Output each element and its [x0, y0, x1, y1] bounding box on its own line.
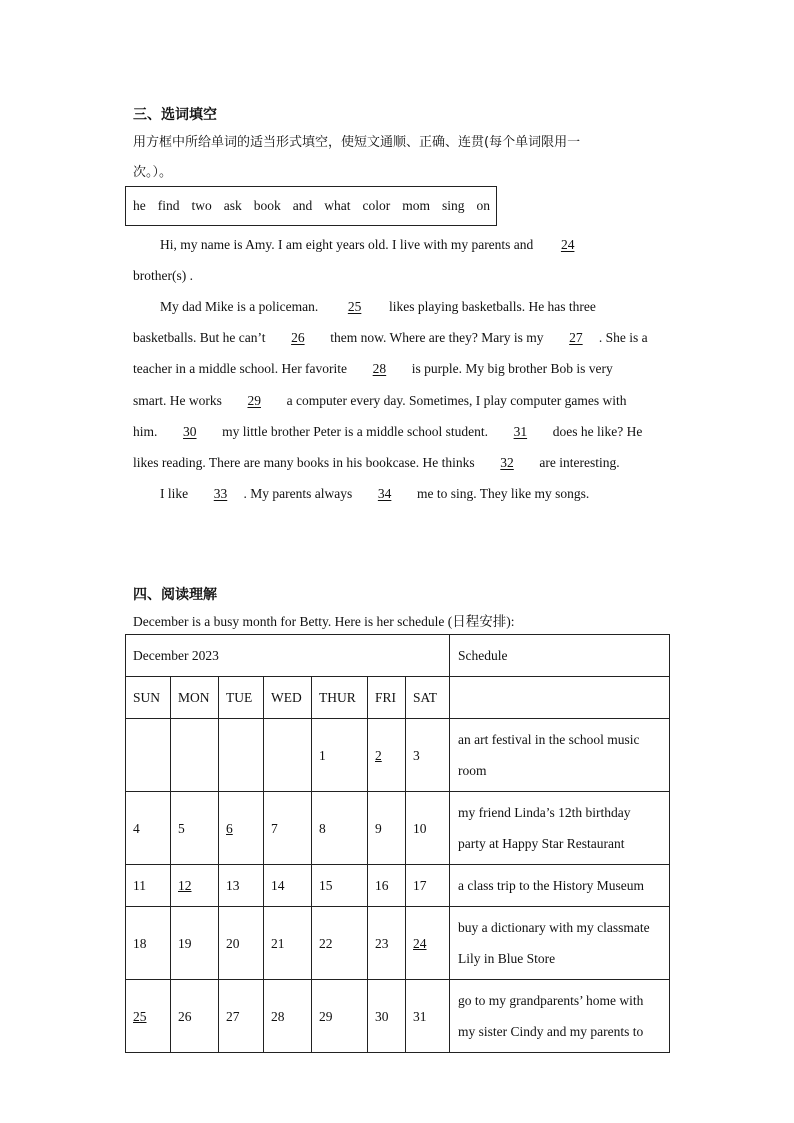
schedule-description	[450, 907, 670, 980]
date-cell	[171, 865, 219, 907]
passage-line-5	[133, 361, 613, 377]
weekday-row	[126, 677, 670, 719]
date-cell	[406, 719, 450, 792]
date-number: 22	[319, 935, 333, 951]
word-mom: mom	[402, 198, 431, 213]
date-number: 14	[271, 878, 285, 893]
date-number: 30	[375, 1008, 389, 1024]
blank-33[interactable]: 33	[213, 486, 228, 501]
passage-text: me to sing. They like my songs.	[416, 486, 590, 501]
schedule-text-line-2: party at Happy Star Restaurant	[458, 836, 625, 851]
date-cell	[406, 865, 450, 907]
passage-text: is purple. My big brother Bob is very	[411, 361, 613, 376]
passage-text: My dad Mike is a policeman.	[160, 299, 319, 314]
schedule-description	[450, 792, 670, 865]
passage-text: likes playing basketballs. He has three	[388, 299, 596, 314]
date-cell	[171, 980, 219, 1053]
date-cell	[312, 792, 368, 865]
table-header-row	[126, 635, 670, 677]
date-cell	[264, 980, 312, 1053]
date-number: 1	[319, 747, 326, 763]
blank-31[interactable]: 31	[513, 424, 528, 439]
date-number: 4	[133, 820, 140, 836]
blank-28[interactable]: 28	[372, 361, 387, 376]
schedule-description	[450, 980, 670, 1053]
passage-text: basketballs. But he can’t	[133, 330, 266, 345]
day-wed: WED	[264, 677, 312, 719]
passage-line-3	[160, 299, 596, 315]
passage-line-9	[160, 486, 589, 502]
word-book: book	[253, 198, 281, 213]
date-cell	[171, 907, 219, 980]
date-cell	[171, 792, 219, 865]
date-number: 28	[271, 1008, 285, 1024]
date-number: 17	[413, 878, 427, 893]
passage-line-2: brother(s) .	[133, 268, 193, 283]
date-number: 12	[178, 878, 192, 893]
date-cell	[219, 980, 264, 1053]
word-on: on	[476, 198, 491, 213]
date-cell	[312, 907, 368, 980]
blank-29[interactable]: 29	[247, 393, 261, 408]
word-find: find	[157, 198, 180, 213]
date-number: 25	[133, 1008, 147, 1024]
date-cell	[219, 792, 264, 865]
passage-text: him.	[133, 424, 158, 439]
schedule-text-line-2: room	[458, 763, 487, 778]
schedule-description	[450, 719, 670, 792]
blank-30[interactable]: 30	[183, 424, 197, 439]
date-number: 23	[375, 935, 389, 951]
date-cell	[219, 907, 264, 980]
date-number: 3	[413, 747, 420, 763]
date-cell	[219, 719, 264, 792]
day-sat: SAT	[406, 677, 450, 719]
word-what: what	[324, 198, 351, 213]
date-number: 5	[178, 820, 185, 836]
section-4-title: 四、阅读理解	[133, 587, 217, 603]
date-number: 2	[375, 747, 382, 763]
instruction-line-2: 次。）。	[133, 165, 173, 180]
date-number: 10	[413, 820, 427, 836]
section-3-title: 三、选词填空	[133, 107, 217, 123]
date-cell	[264, 865, 312, 907]
passage-text: . My parents always	[243, 486, 353, 501]
empty-cell	[450, 677, 670, 719]
passage-text: does he like? He	[552, 424, 643, 439]
date-number: 27	[226, 1008, 240, 1024]
schedule-description	[450, 865, 670, 907]
date-cell	[126, 792, 171, 865]
passage-text: are interesting.	[539, 455, 620, 470]
word-he: he	[133, 198, 146, 213]
passage-text: teacher in a middle school. Her favorite	[133, 361, 348, 376]
table-row	[126, 792, 670, 865]
table-row	[126, 719, 670, 792]
blank-32[interactable]: 32	[500, 455, 514, 470]
date-number: 19	[178, 935, 192, 951]
schedule-text-line-2: Lily in Blue Store	[458, 951, 556, 966]
passage-line-8	[133, 455, 620, 471]
date-number: 7	[271, 820, 278, 836]
blank-27[interactable]: 27	[569, 330, 583, 345]
date-cell	[171, 719, 219, 792]
date-number: 8	[319, 820, 326, 836]
schedule-header: Schedule	[450, 635, 670, 677]
passage-line-7	[133, 424, 642, 440]
date-number: 11	[133, 878, 146, 893]
blank-24[interactable]: 24	[560, 237, 575, 252]
date-cell	[264, 907, 312, 980]
word-sing: sing	[442, 198, 465, 213]
instruction-line-1: 用方框中所给单词的适当形式填空，使短文通顺、正确、连贯(每个单词限用一	[133, 135, 581, 150]
passage-line-4	[133, 330, 648, 346]
date-number: 18	[133, 935, 147, 951]
date-cell	[219, 865, 264, 907]
date-cell	[406, 907, 450, 980]
day-sun: SUN	[126, 677, 171, 719]
blank-25[interactable]: 25	[347, 299, 362, 314]
date-cell	[368, 907, 406, 980]
schedule-text-line-2: my sister Cindy and my parents to	[458, 1024, 644, 1039]
schedule-text-line-1: a class trip to the History Museum	[458, 878, 644, 893]
date-number: 6	[226, 820, 233, 836]
word-bank-box	[125, 186, 497, 226]
date-cell	[264, 792, 312, 865]
table-row	[126, 865, 670, 907]
table-row	[126, 907, 670, 980]
schedule-table	[125, 634, 670, 1053]
date-number: 21	[271, 935, 285, 951]
date-number: 16	[375, 878, 389, 893]
passage-text: . She is a	[598, 330, 648, 345]
date-cell	[368, 719, 406, 792]
date-cell	[312, 980, 368, 1053]
passage-line-6	[133, 393, 627, 409]
date-cell	[126, 980, 171, 1053]
word-ask: ask	[223, 198, 242, 213]
word-color: color	[362, 198, 391, 213]
date-cell	[406, 980, 450, 1053]
date-number: 20	[226, 935, 240, 951]
schedule-text-line-1: my friend Linda’s 12th birthday	[458, 805, 631, 820]
passage-text: I like	[160, 486, 189, 501]
word-and: and	[292, 198, 313, 213]
date-cell	[264, 719, 312, 792]
day-thur: THUR	[312, 677, 368, 719]
reading-intro: December is a busy month for Betty. Here is her schedule (日程安排):	[133, 614, 515, 629]
schedule-text-line-1: an art festival in the school music	[458, 732, 640, 747]
schedule-text-line-1: go to my grandparents’ home with	[458, 993, 644, 1008]
date-number: 15	[319, 878, 333, 893]
passage-text: Hi, my name is Amy. I am eight years old. I live with my parents and	[160, 237, 534, 252]
passage-text: likes reading. There are many books in his bookcase. He thinks	[133, 455, 475, 470]
date-cell	[368, 865, 406, 907]
date-number: 31	[413, 1008, 427, 1024]
day-fri: FRI	[368, 677, 406, 719]
date-cell	[126, 907, 171, 980]
week-rows	[126, 719, 670, 1053]
date-number: 26	[178, 1008, 192, 1024]
date-cell	[368, 980, 406, 1053]
blank-34[interactable]: 34	[377, 486, 392, 501]
blank-26[interactable]: 26	[291, 330, 305, 345]
passage-line-1	[160, 237, 589, 253]
date-cell	[312, 865, 368, 907]
date-number: 9	[375, 820, 382, 836]
date-cell	[368, 792, 406, 865]
passage-text: them now. Where are they? Mary is my	[330, 330, 544, 345]
passage-text: a computer every day. Sometimes, I play computer games with	[286, 393, 627, 408]
schedule-text-line-1: buy a dictionary with my classmate	[458, 920, 650, 935]
table-row	[126, 980, 670, 1053]
date-cell	[312, 719, 368, 792]
date-cell	[406, 792, 450, 865]
date-number: 24	[413, 935, 427, 951]
date-number: 13	[226, 878, 240, 893]
month-header: December 2023	[126, 635, 450, 677]
passage-text: smart. He works	[133, 393, 222, 408]
date-cell	[126, 865, 171, 907]
day-tue: TUE	[219, 677, 264, 719]
day-mon: MON	[171, 677, 219, 719]
date-number: 29	[319, 1008, 333, 1024]
word-two: two	[191, 198, 212, 213]
passage-text: my little brother Peter is a middle school student.	[222, 424, 488, 439]
date-cell	[126, 719, 171, 792]
